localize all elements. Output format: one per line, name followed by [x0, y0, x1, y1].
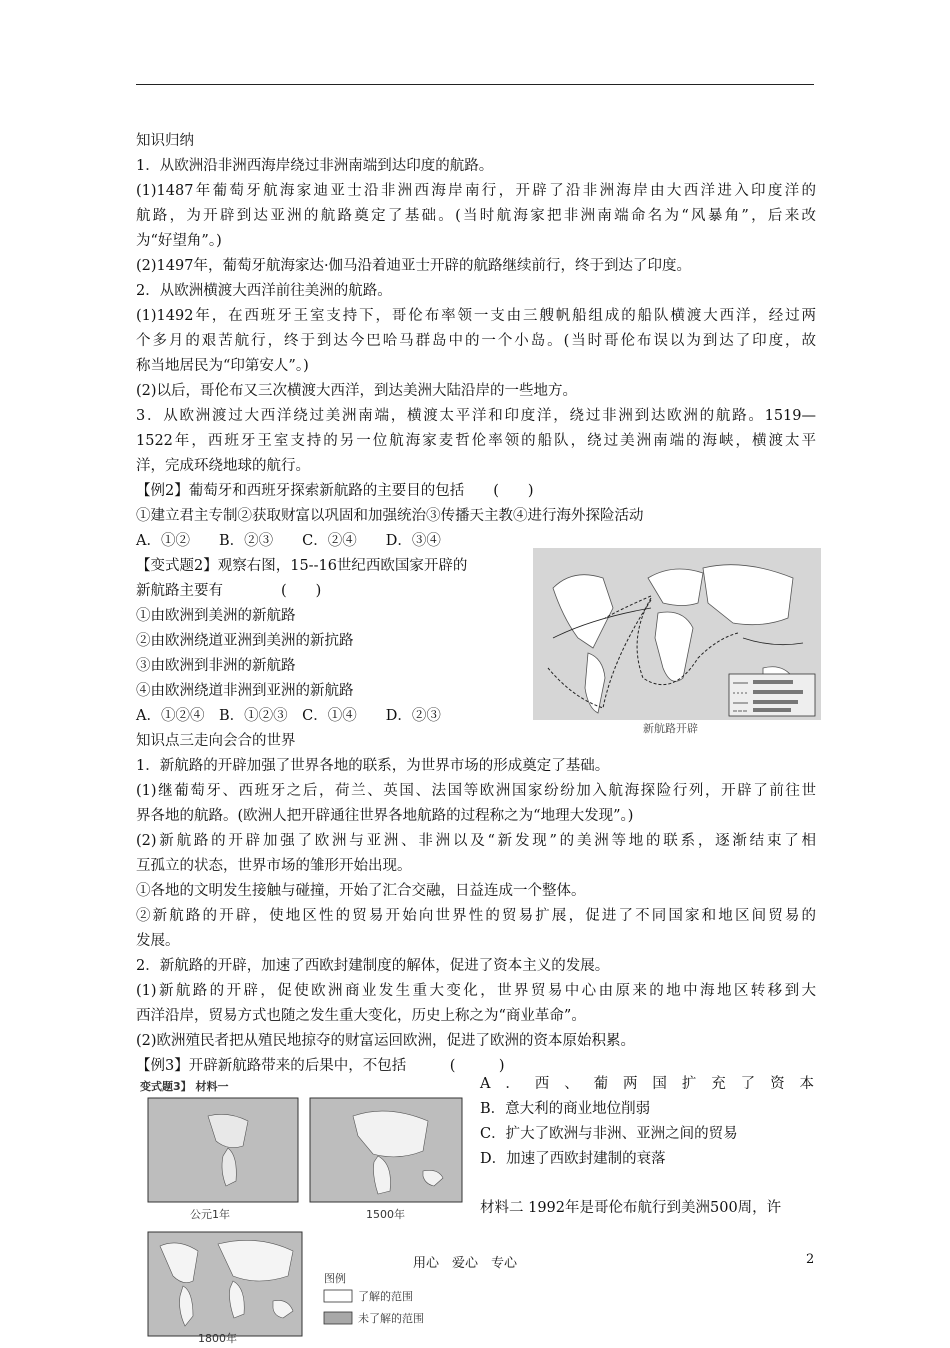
text-line-content: 互孤立的状态，世界市场的雏形开始出现。: [136, 858, 412, 874]
text-line: [136, 331, 816, 351]
text-line: [136, 231, 222, 251]
text-line-content: ①建立君主专制②获取财富以巩固和加强统治③传播天主教④进行海外探险活动: [136, 508, 644, 524]
material-two-line: 材料二 1992年是哥伦布航行到美洲500周，许: [480, 1200, 782, 1216]
text-line: [136, 531, 441, 551]
footer-motto: 用心 爱心 专心: [413, 1256, 518, 1271]
text-line: [136, 656, 296, 676]
map2-label: 1500年: [366, 1208, 405, 1221]
text-line-content: 新航路主要有 ( ): [136, 583, 322, 599]
new-route-map-caption: 新航路开辟: [643, 722, 698, 735]
text-line: [136, 731, 296, 751]
text-line-content: 2．从欧洲横渡大西洋前往美洲的航路。: [136, 283, 392, 299]
text-line-content: 界各地的航路。(欧洲人把开辟通往世界各地航路的过程称之为“地理大发现”。): [136, 808, 634, 824]
legend-unknown-label: 未了解的范围: [358, 1312, 424, 1325]
option-3d: D．加速了西欧封建制的衰落: [480, 1151, 666, 1167]
text-line-content: (1)1492年，在西班牙王室支持下，哥伦布率领一支由三艘帆船组成的船队横渡大西洋，经过两: [136, 308, 816, 324]
text-line-content: 个多月的艰苦航行，终于到达今巴哈马群岛中的一个小岛。(当时哥伦布误以为到达了印度，故: [136, 333, 816, 349]
text-line-content: (1)继葡萄牙、西班牙之后，荷兰、英国、法国等欧洲国家纷纷加入航海探险行列，开辟了前往世: [136, 783, 816, 799]
text-line-content: ①由欧洲到美洲的新航路: [136, 608, 296, 624]
text-line-content: 为“好望角”。): [136, 233, 222, 249]
text-line: [136, 306, 816, 326]
text-line: [136, 206, 816, 226]
text-line: [136, 356, 309, 376]
text-line: [136, 881, 586, 901]
text-line: [136, 806, 633, 826]
text-line: [136, 1031, 635, 1051]
text-line: [136, 781, 816, 801]
text-line-content: 航路，为开辟到达亚洲的航路奠定了基础。(当时航海家把非洲南端命名为“风暴角”，后来改: [136, 208, 816, 224]
option-3b: B．意大利的商业地位削弱: [480, 1101, 651, 1117]
text-line-content: 称当地居民为“印第安人”。): [136, 358, 309, 374]
text-line-content: ②新航路的开辟，使地区性的贸易开始向世界性的贸易扩展，促进了不同国家和地区间贸易的: [136, 908, 816, 924]
text-line: [136, 381, 577, 401]
text-line: [136, 581, 321, 601]
text-line: [136, 981, 816, 1001]
text-line: [136, 1006, 586, 1026]
text-line-content: A．①② B．②③ C．②④ D．③④: [136, 533, 441, 549]
text-line: [136, 431, 816, 451]
text-line-content: 2．新航路的开辟，加速了西欧封建制度的解体，促进了资本主义的发展。: [136, 958, 610, 974]
text-line: [136, 156, 493, 176]
legend-known-label: 了解的范围: [358, 1290, 413, 1303]
text-line: [136, 256, 691, 276]
text-line: [136, 931, 180, 951]
text-line-content: ①各地的文明发生接触与碰撞，开始了汇合交融，日益连成一个整体。: [136, 883, 586, 899]
text-line: [136, 1056, 505, 1076]
text-line-content: (1)1487年葡萄牙航海家迪亚士沿非洲西海岸南行，开辟了沿非洲海岸由大西洋进入印度洋的: [136, 183, 816, 199]
text-line-content: (2)新航路的开辟加强了欧洲与亚洲、非洲以及“新发现”的美洲等地的联系，逐渐结束了相: [136, 833, 816, 849]
text-line-content: 西洋沿岸，贸易方式也随之发生重大变化，历史上称之为“商业革命”。: [136, 1008, 586, 1024]
text-line-content: 1．新航路的开辟加强了世界各地的联系，为世界市场的形成奠定了基础。: [136, 758, 610, 774]
text-line-content: 1522年，西班牙王室支持的另一位航海家麦哲伦率领的船队，绕过美洲南端的海峡，横渡太平: [136, 433, 816, 449]
legend-unknown-swatch: [324, 1312, 352, 1324]
text-line: [136, 606, 296, 626]
text-line: [136, 281, 392, 301]
text-line: [136, 856, 412, 876]
text-line-content: ③由欧洲到非洲的新航路: [136, 658, 296, 674]
text-line-content: 【例2】葡萄牙和西班牙探索新航路的主要目的包括 ( ): [136, 483, 534, 499]
materials-header: 变式题3】 材料一: [140, 1080, 229, 1093]
text-line: [136, 706, 441, 726]
new-route-map: [533, 548, 821, 736]
option-3a: A．西、葡两国扩充了资本: [480, 1076, 814, 1092]
new-route-map-graphic: [533, 548, 821, 736]
text-line: [136, 831, 816, 851]
text-line: [136, 756, 609, 776]
option-3c: C．扩大了欧洲与非洲、亚洲之间的贸易: [480, 1126, 738, 1142]
text-line: [136, 506, 644, 526]
page-number: 2: [806, 1252, 815, 1267]
text-line-content: 【例3】开辟新航路带来的后果中，不包括 ( ): [136, 1058, 505, 1074]
materials-figure-graphic: [138, 1076, 468, 1344]
text-line-content: 【变式题2】观察右图，15--16世纪西欧国家开辟的: [136, 558, 468, 574]
text-line: [136, 556, 467, 576]
legend-known-swatch: [324, 1290, 352, 1302]
text-line: [136, 906, 816, 926]
text-line: [136, 681, 354, 701]
text-line-content: (2)以后，哥伦布又三次横渡大西洋，到达美洲大陆沿岸的一些地方。: [136, 383, 578, 399]
text-line-content: 1．从欧洲沿非洲西海岸绕过非洲南端到达印度的航路。: [136, 158, 494, 174]
text-line-content: 知识归纳: [136, 133, 194, 149]
text-line: [136, 481, 534, 501]
text-line-content: 知识点三走向会合的世界: [136, 733, 296, 749]
materials-figure: [138, 1076, 468, 1344]
map3-label: 1800年: [198, 1332, 237, 1344]
text-line-content: (2)1497年，葡萄牙航海家达·伽马沿着迪亚士开辟的航路继续前行，终于到达了印度。: [136, 258, 692, 274]
text-line: [136, 456, 310, 476]
text-line: [136, 956, 609, 976]
text-line-content: (2)欧洲殖民者把从殖民地掠夺的财富运回欧洲，促进了欧洲的资本原始积累。: [136, 1033, 636, 1049]
text-line-content: 洋，完成环绕地球的航行。: [136, 458, 310, 474]
text-line: [136, 131, 194, 151]
text-line-content: A．①②④ B．①②③ C．①④ D．②③: [136, 708, 441, 724]
text-line-content: (1)新航路的开辟，促使欧洲商业发生重大变化，世界贸易中心由原来的地中海地区转移到大: [136, 983, 816, 999]
text-line-content: 3．从欧洲渡过大西洋绕过美洲南端，横渡太平洋和印度洋，绕过非洲到达欧洲的航路。1519—: [136, 408, 816, 424]
text-line-content: ④由欧洲绕道非洲到亚洲的新航路: [136, 683, 354, 699]
text-line: [136, 631, 354, 651]
text-line-content: ②由欧洲绕道亚洲到美洲的新抗路: [136, 633, 354, 649]
text-line: [136, 406, 816, 426]
text-line-content: 发展。: [136, 933, 180, 949]
map1-label: 公元1年: [190, 1208, 230, 1221]
header-rule: [136, 84, 814, 85]
legend-title: 图例: [324, 1272, 346, 1285]
text-line: [136, 181, 816, 201]
